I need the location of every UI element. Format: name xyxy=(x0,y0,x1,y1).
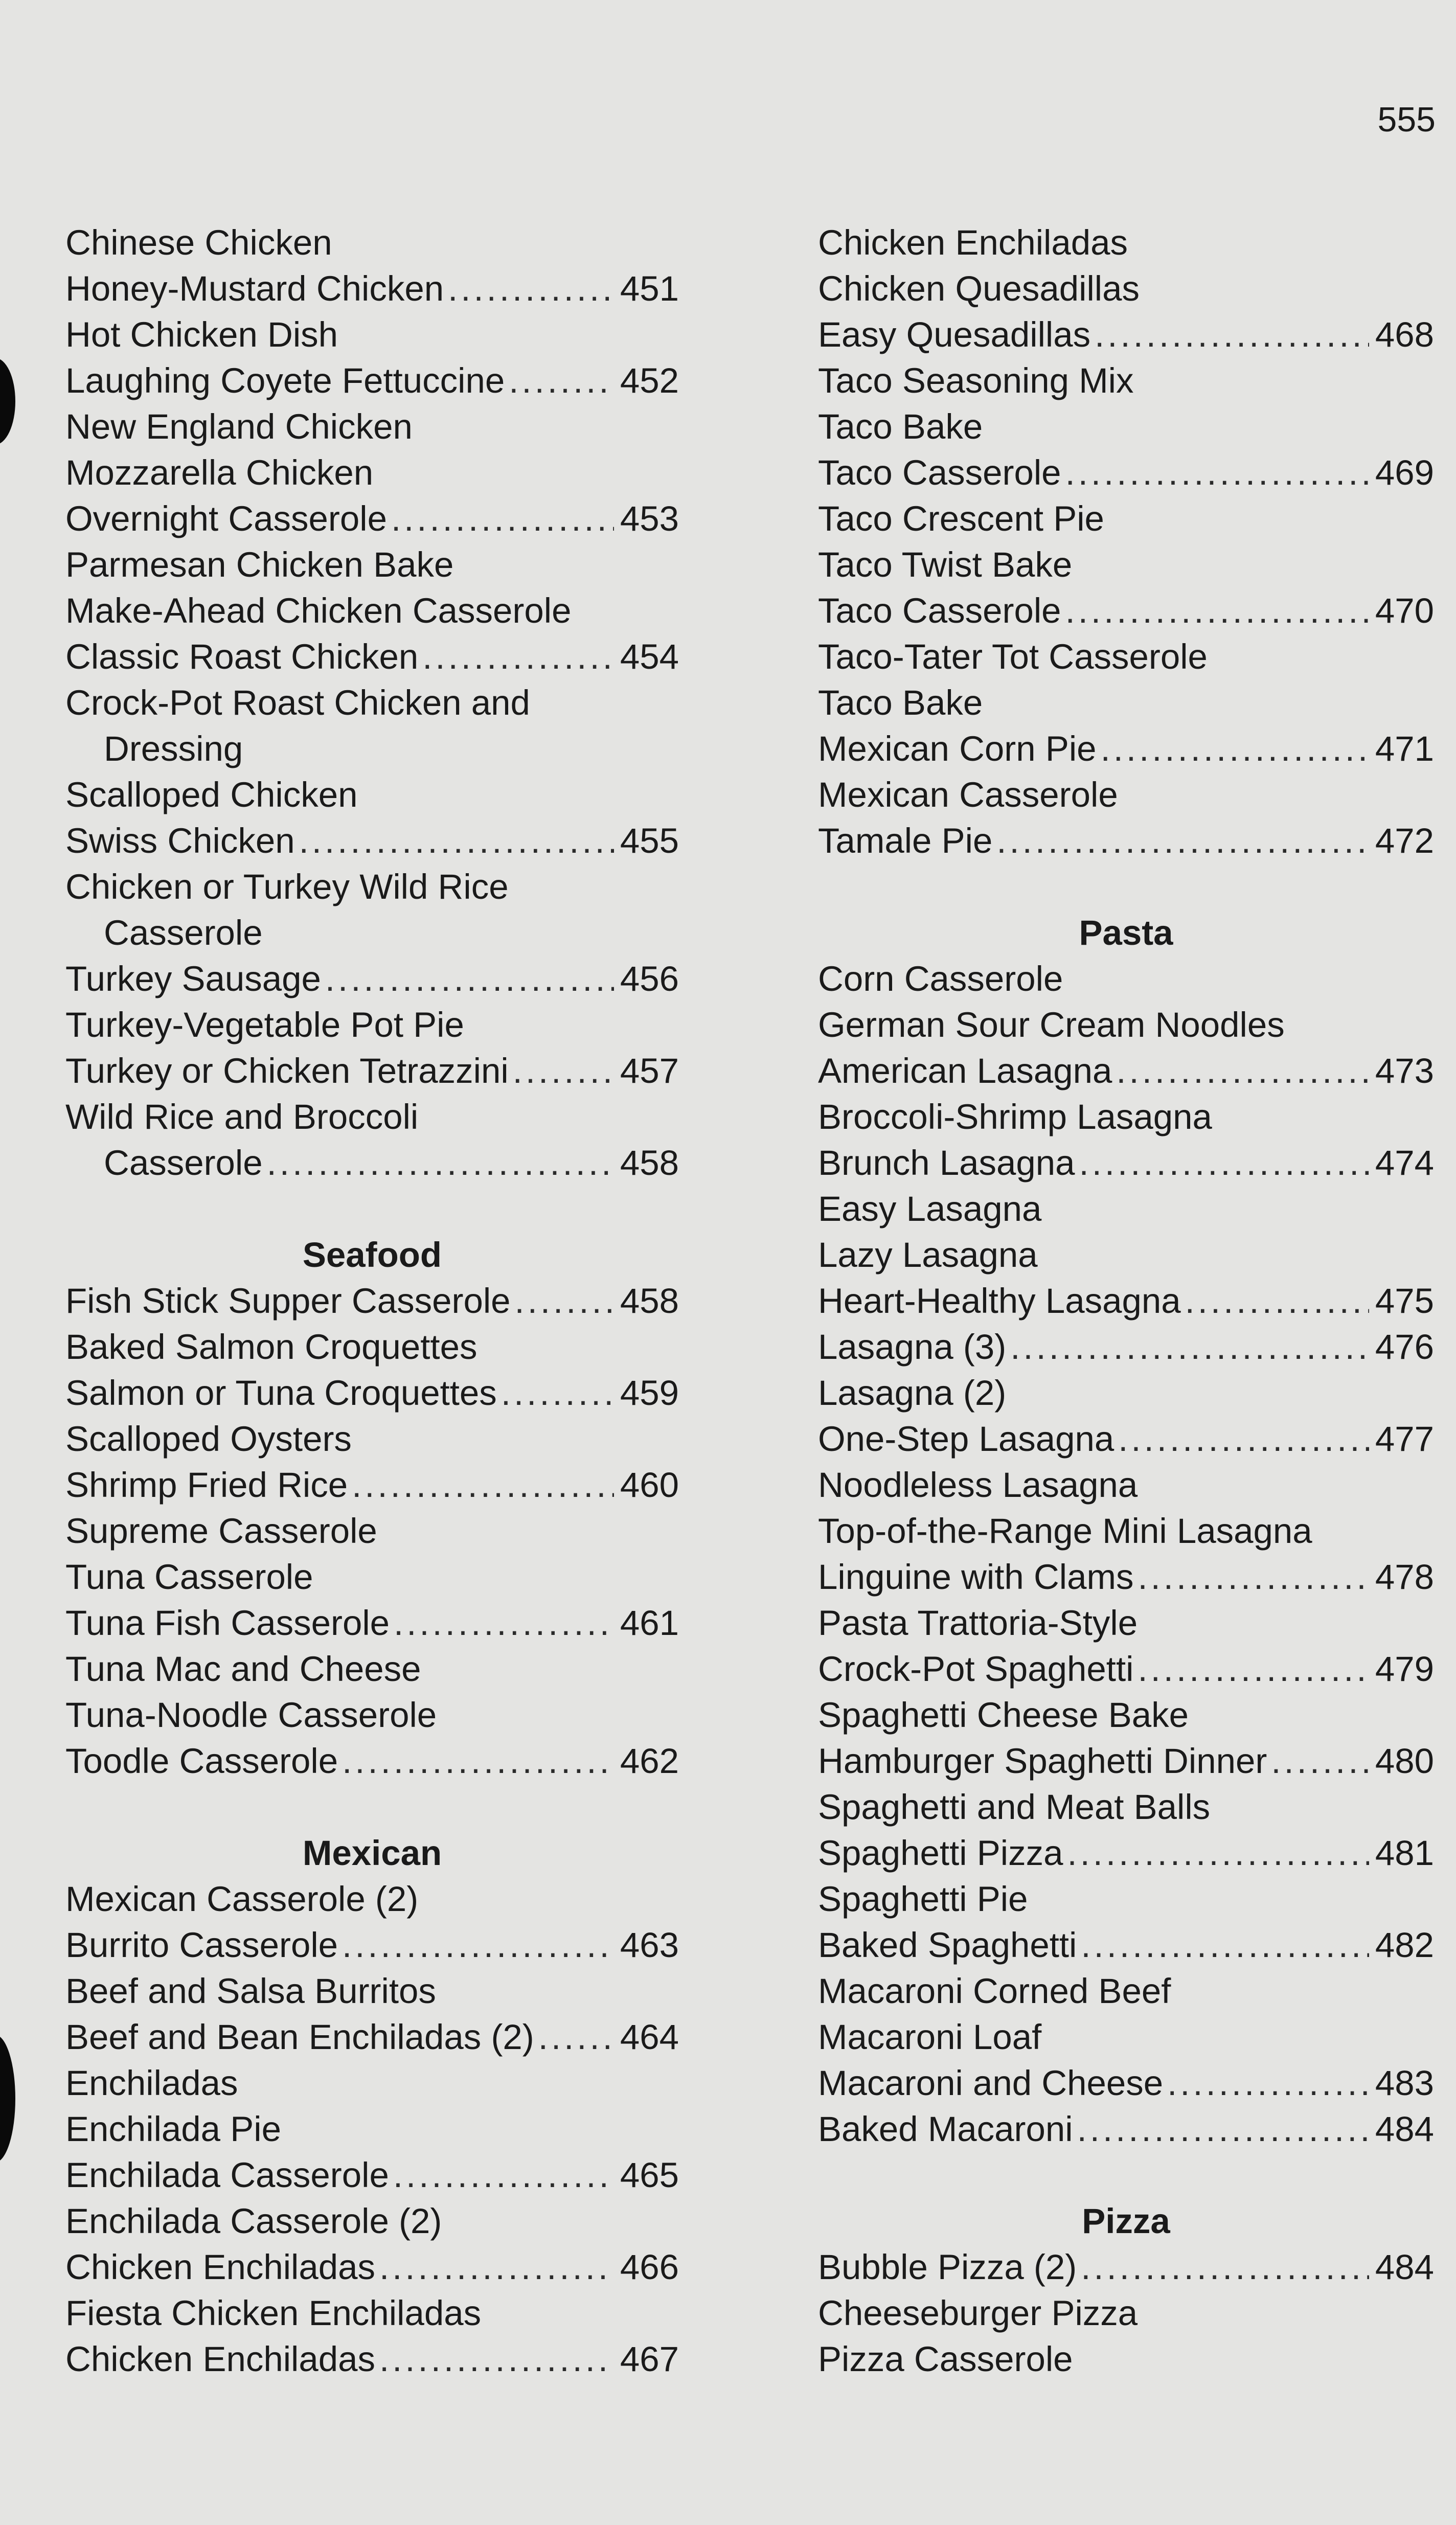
index-entry xyxy=(818,1370,1434,1416)
index-entry xyxy=(818,1968,1434,2014)
entry-title: Baked Macaroni xyxy=(818,2109,1073,2149)
leader-dots xyxy=(422,634,614,680)
entry-title: Turkey-Vegetable Pot Pie xyxy=(65,1005,464,1044)
index-entry xyxy=(65,450,679,496)
index-entry xyxy=(65,818,679,864)
entry-title: Scalloped Chicken xyxy=(65,775,358,814)
index-entry xyxy=(65,2060,679,2106)
index-entry xyxy=(818,404,1434,450)
index-entry xyxy=(65,910,679,956)
leader-dots xyxy=(1081,1922,1369,1968)
entry-title: Brunch Lasagna xyxy=(818,1143,1075,1182)
index-entry xyxy=(818,772,1434,818)
entry-page-number: 475 xyxy=(1375,1281,1434,1321)
entry-title: Spaghetti Pizza xyxy=(818,1833,1063,1873)
index-entry xyxy=(65,956,679,1002)
entry-title: Spaghetti Cheese Bake xyxy=(818,1695,1189,1735)
entry-title: Chinese Chicken xyxy=(65,223,332,262)
index-entry xyxy=(65,1922,679,1968)
entry-title: Taco Twist Bake xyxy=(818,545,1073,584)
entry-page-number: 451 xyxy=(620,269,679,308)
leader-dots xyxy=(342,1738,614,1784)
entry-title: Taco Crescent Pie xyxy=(818,499,1104,538)
leader-dots xyxy=(325,956,614,1002)
index-entry xyxy=(65,634,679,680)
entry-title: Mozzarella Chicken xyxy=(65,453,374,492)
index-entry xyxy=(818,1048,1434,1094)
index-entry xyxy=(818,818,1434,864)
section-spacer xyxy=(65,1784,679,1830)
entry-page-number: 479 xyxy=(1375,1649,1434,1689)
index-entry xyxy=(818,358,1434,404)
entry-title: Taco Casserole xyxy=(818,453,1061,492)
index-entry xyxy=(818,2336,1434,2382)
entry-title: Cheeseburger Pizza xyxy=(818,2293,1138,2333)
entry-title: Hot Chicken Dish xyxy=(65,315,338,354)
entry-title: Mexican Casserole xyxy=(818,775,1118,814)
section-spacer xyxy=(65,1186,679,1232)
leader-dots xyxy=(501,1370,614,1416)
index-entry xyxy=(65,220,679,266)
index-entry xyxy=(818,2106,1434,2152)
index-entry xyxy=(65,542,679,588)
leader-dots xyxy=(1079,1140,1369,1186)
entry-page-number: 467 xyxy=(620,2339,679,2379)
index-entry xyxy=(818,1186,1434,1232)
leader-dots xyxy=(379,2336,614,2382)
index-entry xyxy=(818,1416,1434,1462)
section-header: Mexican xyxy=(302,1833,442,1873)
index-entry xyxy=(818,2060,1434,2106)
entry-title: Laughing Coyete Fettuccine xyxy=(65,361,505,400)
entry-title: Tuna-Noodle Casserole xyxy=(65,1695,437,1735)
entry-page-number: 472 xyxy=(1375,821,1434,860)
leader-dots xyxy=(1101,726,1369,772)
entry-title: Mexican Casserole (2) xyxy=(65,1879,419,1919)
entry-title: Chicken Enchiladas xyxy=(65,2339,376,2379)
entry-title: Lasagna (2) xyxy=(818,1373,1007,1413)
index-entry xyxy=(65,1876,679,1922)
index-entry xyxy=(818,1508,1434,1554)
leader-dots xyxy=(394,1600,614,1646)
entry-title: Baked Salmon Croquettes xyxy=(65,1327,477,1367)
entry-title: Beef and Bean Enchiladas (2) xyxy=(65,2017,534,2057)
entry-title: Corn Casserole xyxy=(818,959,1063,998)
entry-title: Enchilada Casserole (2) xyxy=(65,2201,442,2241)
leader-dots xyxy=(1065,588,1369,634)
index-entry xyxy=(65,1646,679,1692)
entry-title: Lasagna (3) xyxy=(818,1327,1007,1367)
entry-page-number: 470 xyxy=(1375,591,1434,630)
index-entry xyxy=(818,1784,1434,1830)
section-header: Seafood xyxy=(302,1235,442,1275)
index-entry xyxy=(818,1278,1434,1324)
index-entry xyxy=(818,588,1434,634)
entry-title: Shrimp Fried Rice xyxy=(65,1465,348,1505)
entry-title: Crock-Pot Roast Chicken and xyxy=(65,683,530,722)
leader-dots xyxy=(448,266,614,312)
leader-dots xyxy=(996,818,1369,864)
leader-dots xyxy=(299,818,614,864)
entry-title: Toodle Casserole xyxy=(65,1741,338,1781)
index-entry xyxy=(65,1416,679,1462)
entry-title: Easy Lasagna xyxy=(818,1189,1042,1229)
entry-title: Chicken Quesadillas xyxy=(818,269,1140,308)
entry-title: Heart-Healthy Lasagna xyxy=(818,1281,1181,1321)
entry-page-number: 457 xyxy=(620,1051,679,1090)
index-entry xyxy=(818,1324,1434,1370)
entry-title: Supreme Casserole xyxy=(65,1511,377,1551)
index-entry xyxy=(818,450,1434,496)
leader-dots xyxy=(509,358,614,404)
index-entry xyxy=(65,2198,679,2244)
entry-page-number: 458 xyxy=(620,1143,679,1182)
index-entry xyxy=(65,2106,679,2152)
index-entry xyxy=(65,726,679,772)
entry-page-number: 458 xyxy=(620,1281,679,1321)
entry-title: Tamale Pie xyxy=(818,821,993,860)
entry-title: Classic Roast Chicken xyxy=(65,637,419,676)
entry-title: Dressing xyxy=(104,729,243,768)
entry-page-number: 455 xyxy=(620,821,679,860)
entry-title: Macaroni Loaf xyxy=(818,2017,1042,2057)
entry-title: Broccoli-Shrimp Lasagna xyxy=(818,1097,1212,1136)
entry-page-number: 464 xyxy=(620,2017,679,2057)
entry-title: Fish Stick Supper Casserole xyxy=(65,1281,511,1321)
index-entry xyxy=(65,1692,679,1738)
leader-dots xyxy=(513,1048,614,1094)
index-entry xyxy=(818,726,1434,772)
entry-title: Make-Ahead Chicken Casserole xyxy=(65,591,572,630)
index-entry xyxy=(818,2290,1434,2336)
entry-title: Macaroni Corned Beef xyxy=(818,1971,1171,2011)
entry-title: Tuna Fish Casserole xyxy=(65,1603,390,1643)
index-column-left xyxy=(65,220,679,2382)
leader-dots xyxy=(1118,1416,1369,1462)
entry-title: Enchilada Casserole xyxy=(65,2155,389,2195)
entry-title: Taco Casserole xyxy=(818,591,1061,630)
index-entry xyxy=(65,1324,679,1370)
entry-page-number: 456 xyxy=(620,959,679,998)
entry-page-number: 481 xyxy=(1375,1833,1434,1873)
entry-title: Taco Bake xyxy=(818,683,983,722)
entry-page-number: 480 xyxy=(1375,1741,1434,1781)
index-entry xyxy=(818,1738,1434,1784)
leader-dots xyxy=(1010,1324,1369,1370)
index-entry xyxy=(65,404,679,450)
entry-title: Hamburger Spaghetti Dinner xyxy=(818,1741,1267,1781)
leader-dots xyxy=(393,2152,614,2198)
entry-page-number: 468 xyxy=(1375,315,1434,354)
index-entry xyxy=(65,1048,679,1094)
entry-title: One-Step Lasagna xyxy=(818,1419,1114,1459)
entry-page-number: 459 xyxy=(620,1373,679,1413)
index-entry xyxy=(65,1968,679,2014)
section-header: Pizza xyxy=(1082,2201,1170,2241)
entry-page-number: 462 xyxy=(620,1741,679,1781)
index-entry xyxy=(65,588,679,634)
entry-title: German Sour Cream Noodles xyxy=(818,1005,1285,1044)
entry-title: New England Chicken xyxy=(65,407,413,446)
entry-page-number: 466 xyxy=(620,2247,679,2287)
index-entry xyxy=(818,1876,1434,1922)
entry-page-number: 476 xyxy=(1375,1327,1434,1367)
leader-dots xyxy=(267,1140,614,1186)
entry-title: Enchilada Pie xyxy=(65,2109,281,2149)
index-entry xyxy=(818,2014,1434,2060)
entry-title: Taco Bake xyxy=(818,407,983,446)
index-entry xyxy=(65,864,679,910)
entry-title: Taco-Tater Tot Casserole xyxy=(818,637,1208,676)
index-entry xyxy=(818,634,1434,680)
entry-title: Parmesan Chicken Bake xyxy=(65,545,454,584)
entry-page-number: 453 xyxy=(620,499,679,538)
entry-page-number: 469 xyxy=(1375,453,1434,492)
entry-page-number: 463 xyxy=(620,1925,679,1965)
section-header: Pasta xyxy=(1079,913,1173,952)
entry-page-number: 452 xyxy=(620,361,679,400)
entry-title: Crock-Pot Spaghetti xyxy=(818,1649,1134,1689)
entry-title: Linguine with Clams xyxy=(818,1557,1134,1597)
leader-dots xyxy=(1271,1738,1369,1784)
index-entry xyxy=(65,2014,679,2060)
index-entry xyxy=(818,1002,1434,1048)
entry-title: Tuna Mac and Cheese xyxy=(65,1649,421,1689)
entry-title: Easy Quesadillas xyxy=(818,315,1091,354)
leader-dots xyxy=(1138,1646,1369,1692)
entry-title: Overnight Casserole xyxy=(65,499,387,538)
leader-dots xyxy=(1167,2060,1369,2106)
page-number: 555 xyxy=(1377,100,1436,139)
entry-title: American Lasagna xyxy=(818,1051,1112,1090)
entry-title: Spaghetti and Meat Balls xyxy=(818,1787,1211,1827)
index-entry xyxy=(818,266,1434,312)
entry-title: Tuna Casserole xyxy=(65,1557,313,1597)
index-entry xyxy=(818,1646,1434,1692)
index-entry xyxy=(65,1002,679,1048)
index-entry xyxy=(65,1094,679,1140)
entry-title: Swiss Chicken xyxy=(65,821,295,860)
entry-title: Salmon or Tuna Croquettes xyxy=(65,1373,497,1413)
index-entry xyxy=(818,1600,1434,1646)
entry-title: Turkey Sausage xyxy=(65,959,321,998)
leader-dots xyxy=(1065,450,1369,496)
index-entry xyxy=(65,2244,679,2290)
index-entry xyxy=(818,220,1434,266)
entry-title: Spaghetti Pie xyxy=(818,1879,1028,1919)
entry-page-number: 482 xyxy=(1375,1925,1434,1965)
entry-page-number: 484 xyxy=(1375,2247,1434,2287)
index-entry xyxy=(818,2244,1434,2290)
index-entry xyxy=(818,1462,1434,1508)
index-entry xyxy=(65,1738,679,1784)
entry-page-number: 454 xyxy=(620,637,679,676)
index-entry xyxy=(65,772,679,818)
index-entry xyxy=(65,1462,679,1508)
entry-page-number: 484 xyxy=(1375,2109,1434,2149)
index-entry xyxy=(818,1922,1434,1968)
entry-title: Casserole xyxy=(104,1143,263,1182)
index-entry xyxy=(818,312,1434,358)
index-entry xyxy=(818,1554,1434,1600)
index-entry xyxy=(818,1830,1434,1876)
entry-title: Burrito Casserole xyxy=(65,1925,338,1965)
index-entry xyxy=(818,542,1434,588)
entry-page-number: 477 xyxy=(1375,1419,1434,1459)
binder-hole-top xyxy=(0,358,15,445)
binder-hole-bottom xyxy=(0,2035,15,2163)
index-entry xyxy=(65,266,679,312)
entry-title: Macaroni and Cheese xyxy=(818,2063,1164,2103)
entry-title: Noodleless Lasagna xyxy=(818,1465,1138,1505)
entry-title: Wild Rice and Broccoli xyxy=(65,1097,419,1136)
leader-dots xyxy=(1081,2244,1369,2290)
leader-dots xyxy=(1116,1048,1369,1094)
entry-title: Enchiladas xyxy=(65,2063,238,2103)
leader-dots xyxy=(515,1278,614,1324)
entry-title: Beef and Salsa Burritos xyxy=(65,1971,436,2011)
leader-dots xyxy=(1138,1554,1369,1600)
entry-title: Turkey or Chicken Tetrazzini xyxy=(65,1051,509,1090)
index-entry xyxy=(65,1140,679,1186)
entry-title: Chicken Enchiladas xyxy=(65,2247,376,2287)
entry-page-number: 461 xyxy=(620,1603,679,1643)
entry-title: Fiesta Chicken Enchiladas xyxy=(65,2293,482,2333)
entry-page-number: 483 xyxy=(1375,2063,1434,2103)
entry-title: Bubble Pizza (2) xyxy=(818,2247,1077,2287)
index-entry xyxy=(818,1094,1434,1140)
entry-page-number: 478 xyxy=(1375,1557,1434,1597)
leader-dots xyxy=(352,1462,614,1508)
entry-title: Casserole xyxy=(104,913,263,952)
index-entry xyxy=(65,1278,679,1324)
entry-page-number: 473 xyxy=(1375,1051,1434,1090)
leader-dots xyxy=(1185,1278,1369,1324)
entry-page-number: 460 xyxy=(620,1465,679,1505)
index-entry xyxy=(65,1600,679,1646)
section-spacer xyxy=(818,2152,1434,2198)
entry-page-number: 471 xyxy=(1375,729,1434,768)
leader-dots xyxy=(538,2014,614,2060)
leader-dots xyxy=(1077,2106,1369,2152)
leader-dots xyxy=(391,496,614,542)
leader-dots xyxy=(1067,1830,1369,1876)
index-entry xyxy=(818,1140,1434,1186)
entry-title: Chicken or Turkey Wild Rice xyxy=(65,867,509,906)
index-entry xyxy=(818,1692,1434,1738)
leader-dots xyxy=(379,2244,614,2290)
entry-page-number: 465 xyxy=(620,2155,679,2195)
index-entry xyxy=(65,2290,679,2336)
section-spacer xyxy=(818,864,1434,910)
entry-title: Mexican Corn Pie xyxy=(818,729,1097,768)
entry-title: Scalloped Oysters xyxy=(65,1419,352,1459)
entry-title: Pasta Trattoria-Style xyxy=(818,1603,1138,1643)
entry-title: Lazy Lasagna xyxy=(818,1235,1038,1275)
leader-dots xyxy=(1095,312,1369,358)
index-entry xyxy=(818,956,1434,1002)
leader-dots xyxy=(342,1922,614,1968)
index-entry xyxy=(65,2152,679,2198)
index-entry xyxy=(65,496,679,542)
entry-title: Baked Spaghetti xyxy=(818,1925,1077,1965)
entry-title: Top-of-the-Range Mini Lasagna xyxy=(818,1511,1312,1551)
index-entry xyxy=(818,680,1434,726)
index-entry xyxy=(818,1232,1434,1278)
index-entry xyxy=(818,496,1434,542)
entry-title: Pizza Casserole xyxy=(818,2339,1073,2379)
entry-title: Taco Seasoning Mix xyxy=(818,361,1134,400)
index-entry xyxy=(65,1508,679,1554)
index-entry xyxy=(65,1370,679,1416)
entry-title: Chicken Enchiladas xyxy=(818,223,1128,262)
entry-title: Honey-Mustard Chicken xyxy=(65,269,444,308)
index-entry xyxy=(65,312,679,358)
index-entry xyxy=(65,2336,679,2382)
index-column-right xyxy=(818,220,1434,2382)
index-entry xyxy=(65,358,679,404)
entry-page-number: 474 xyxy=(1375,1143,1434,1182)
index-entry xyxy=(65,680,679,726)
index-entry xyxy=(65,1554,679,1600)
